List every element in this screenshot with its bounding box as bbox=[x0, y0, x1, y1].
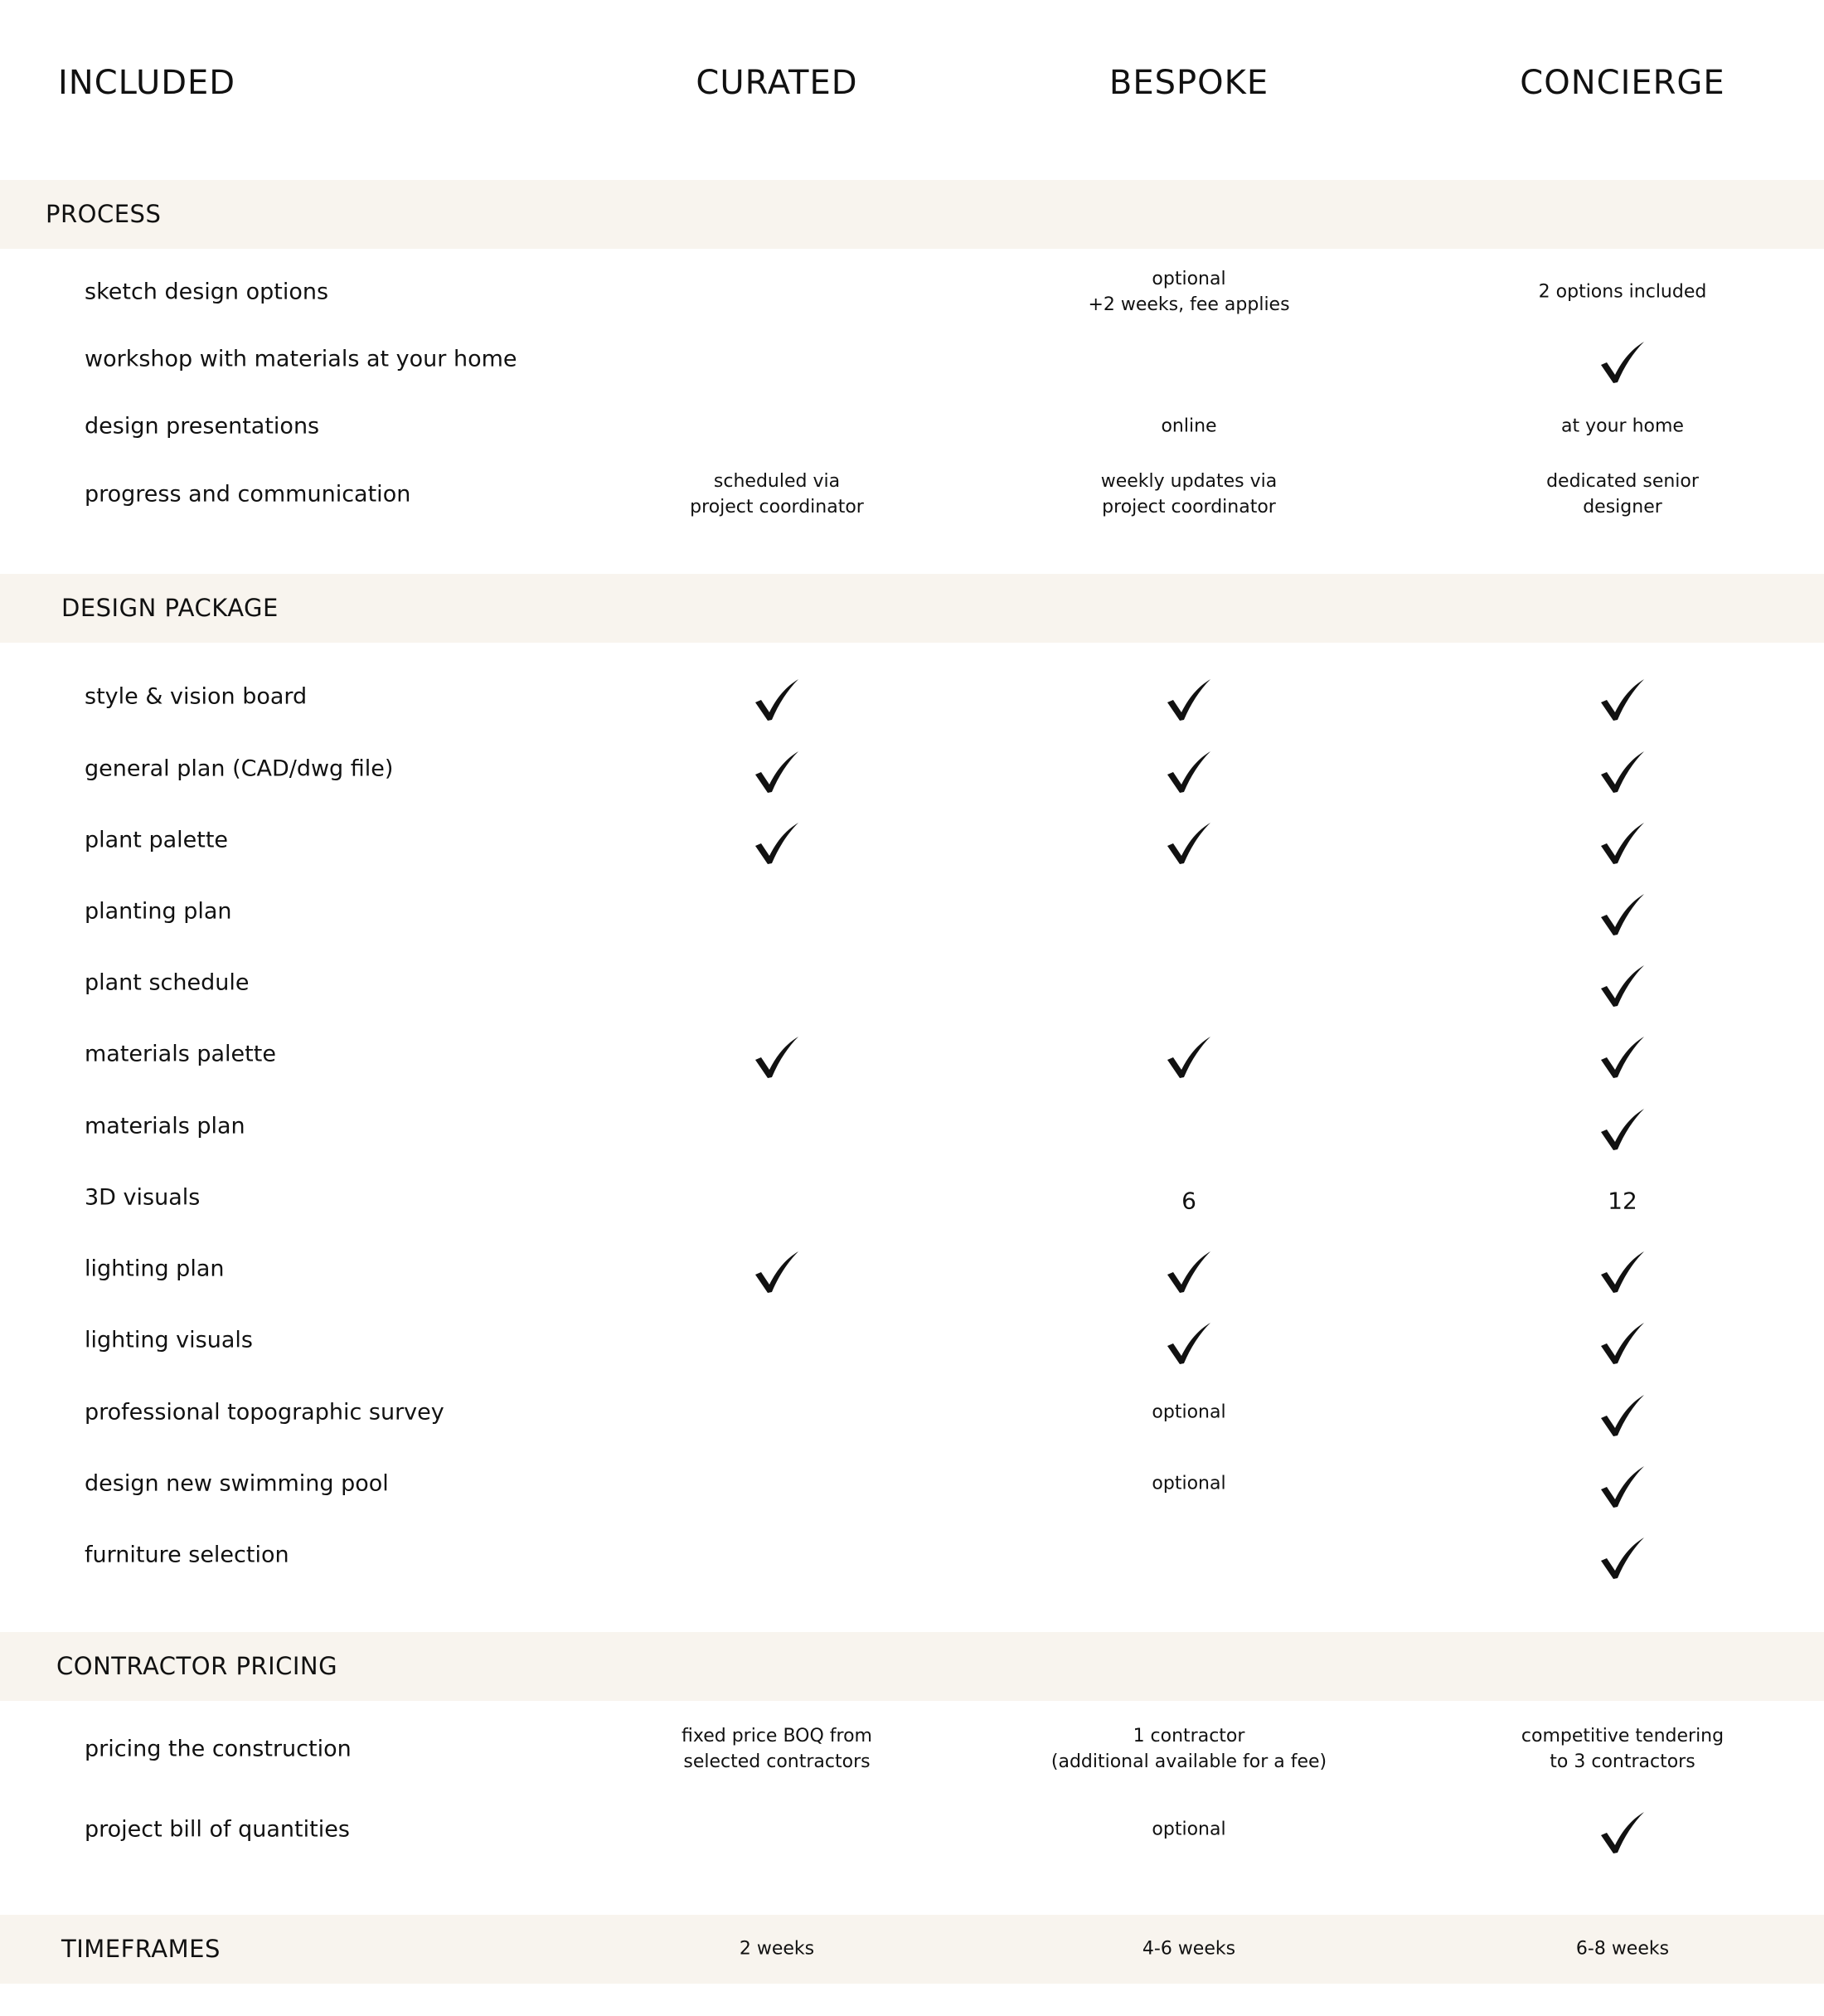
row-label: project bill of quantities bbox=[85, 1816, 350, 1843]
cell-concierge: at your home bbox=[1561, 415, 1684, 437]
row-label: materials palette bbox=[85, 1041, 276, 1067]
row-label: style & vision board bbox=[85, 683, 308, 710]
row-label: 3D visuals bbox=[85, 1184, 201, 1211]
checkmark-icon bbox=[1165, 1035, 1213, 1080]
checkmark-icon bbox=[1598, 750, 1647, 794]
section-title-timeframes: TIMEFRAMES bbox=[61, 1935, 221, 1963]
timeframe-concierge: 6-8 weeks bbox=[1575, 1938, 1670, 1960]
row-label: design new swimming pool bbox=[85, 1470, 389, 1497]
checkmark-icon bbox=[753, 750, 801, 794]
row-label: pricing the construction bbox=[85, 1736, 352, 1762]
cell-curated: fixed price BOQ from selected contractors bbox=[682, 1726, 872, 1772]
section-band-process bbox=[0, 180, 1824, 249]
cell-concierge: dedicated senior designer bbox=[1546, 471, 1699, 517]
row-label: planting plan bbox=[85, 898, 232, 925]
row-label: progress and communication bbox=[85, 481, 411, 508]
cell-bespoke: online bbox=[1161, 415, 1217, 437]
header-bespoke: BESPOKE bbox=[1108, 64, 1269, 102]
header-concierge: CONCIERGE bbox=[1520, 64, 1725, 102]
row-label: design presentations bbox=[85, 413, 320, 440]
section-band-timeframes bbox=[0, 1915, 1824, 1984]
checkmark-icon bbox=[1165, 821, 1213, 866]
row-label: lighting visuals bbox=[85, 1327, 253, 1353]
timeframe-bespoke: 4-6 weeks bbox=[1142, 1938, 1236, 1960]
header-curated: CURATED bbox=[696, 64, 858, 102]
checkmark-icon bbox=[753, 821, 801, 866]
section-band-design-package bbox=[0, 574, 1824, 643]
cell-concierge: competitive tendering to 3 contractors bbox=[1521, 1726, 1725, 1772]
checkmark-icon bbox=[1598, 678, 1647, 722]
checkmark-icon bbox=[1165, 1321, 1213, 1366]
cell-bespoke: 1 contractor (additional available for a fee) bbox=[1050, 1726, 1327, 1772]
row-label: plant schedule bbox=[85, 969, 250, 996]
section-title-design-package: DESIGN PACKAGE bbox=[61, 594, 279, 622]
checkmark-icon bbox=[753, 1250, 801, 1295]
cell-bespoke: weekly updates via project coordinator bbox=[1100, 471, 1278, 517]
row-label: plant palette bbox=[85, 827, 229, 853]
checkmark-icon bbox=[1598, 964, 1647, 1008]
row-label: general plan (CAD/dwg file) bbox=[85, 755, 394, 782]
cell-concierge: 2 options included bbox=[1538, 281, 1707, 303]
checkmark-icon bbox=[1598, 1035, 1647, 1080]
cell-bespoke: optional bbox=[1152, 1819, 1226, 1840]
cell-bespoke: optional +2 weeks, fee applies bbox=[1088, 269, 1290, 315]
checkmark-icon bbox=[1598, 1250, 1647, 1295]
section-title-process: PROCESS bbox=[46, 200, 162, 228]
row-label: professional topographic survey bbox=[85, 1399, 444, 1426]
checkmark-icon bbox=[1165, 678, 1213, 722]
checkmark-icon bbox=[1165, 1250, 1213, 1295]
checkmark-icon bbox=[753, 678, 801, 722]
checkmark-icon bbox=[1598, 821, 1647, 866]
row-label: materials plan bbox=[85, 1113, 245, 1139]
checkmark-icon bbox=[1598, 1465, 1647, 1509]
checkmark-icon bbox=[1598, 1321, 1647, 1366]
row-label: lighting plan bbox=[85, 1256, 225, 1282]
cell-concierge: 12 bbox=[1608, 1187, 1637, 1215]
checkmark-icon bbox=[1165, 750, 1213, 794]
timeframe-curated: 2 weeks bbox=[739, 1938, 815, 1960]
checkmark-icon bbox=[1598, 1536, 1647, 1581]
checkmark-icon bbox=[1598, 340, 1647, 385]
section-band-contractor-pricing bbox=[0, 1632, 1824, 1701]
row-label: furniture selection bbox=[85, 1542, 289, 1568]
cell-curated: scheduled via project coordinator bbox=[690, 471, 864, 517]
cell-bespoke: optional bbox=[1152, 1473, 1226, 1494]
cell-bespoke: optional bbox=[1152, 1401, 1226, 1423]
row-label: workshop with materials at your home bbox=[85, 346, 517, 372]
cell-bespoke: 6 bbox=[1181, 1187, 1196, 1215]
header-included: INCLUDED bbox=[58, 64, 236, 102]
checkmark-icon bbox=[1598, 892, 1647, 937]
checkmark-icon bbox=[753, 1035, 801, 1080]
checkmark-icon bbox=[1598, 1393, 1647, 1438]
row-label: sketch design options bbox=[85, 279, 329, 305]
section-title-contractor-pricing: CONTRACTOR PRICING bbox=[56, 1652, 338, 1680]
checkmark-icon bbox=[1598, 1107, 1647, 1152]
checkmark-icon bbox=[1598, 1810, 1647, 1855]
